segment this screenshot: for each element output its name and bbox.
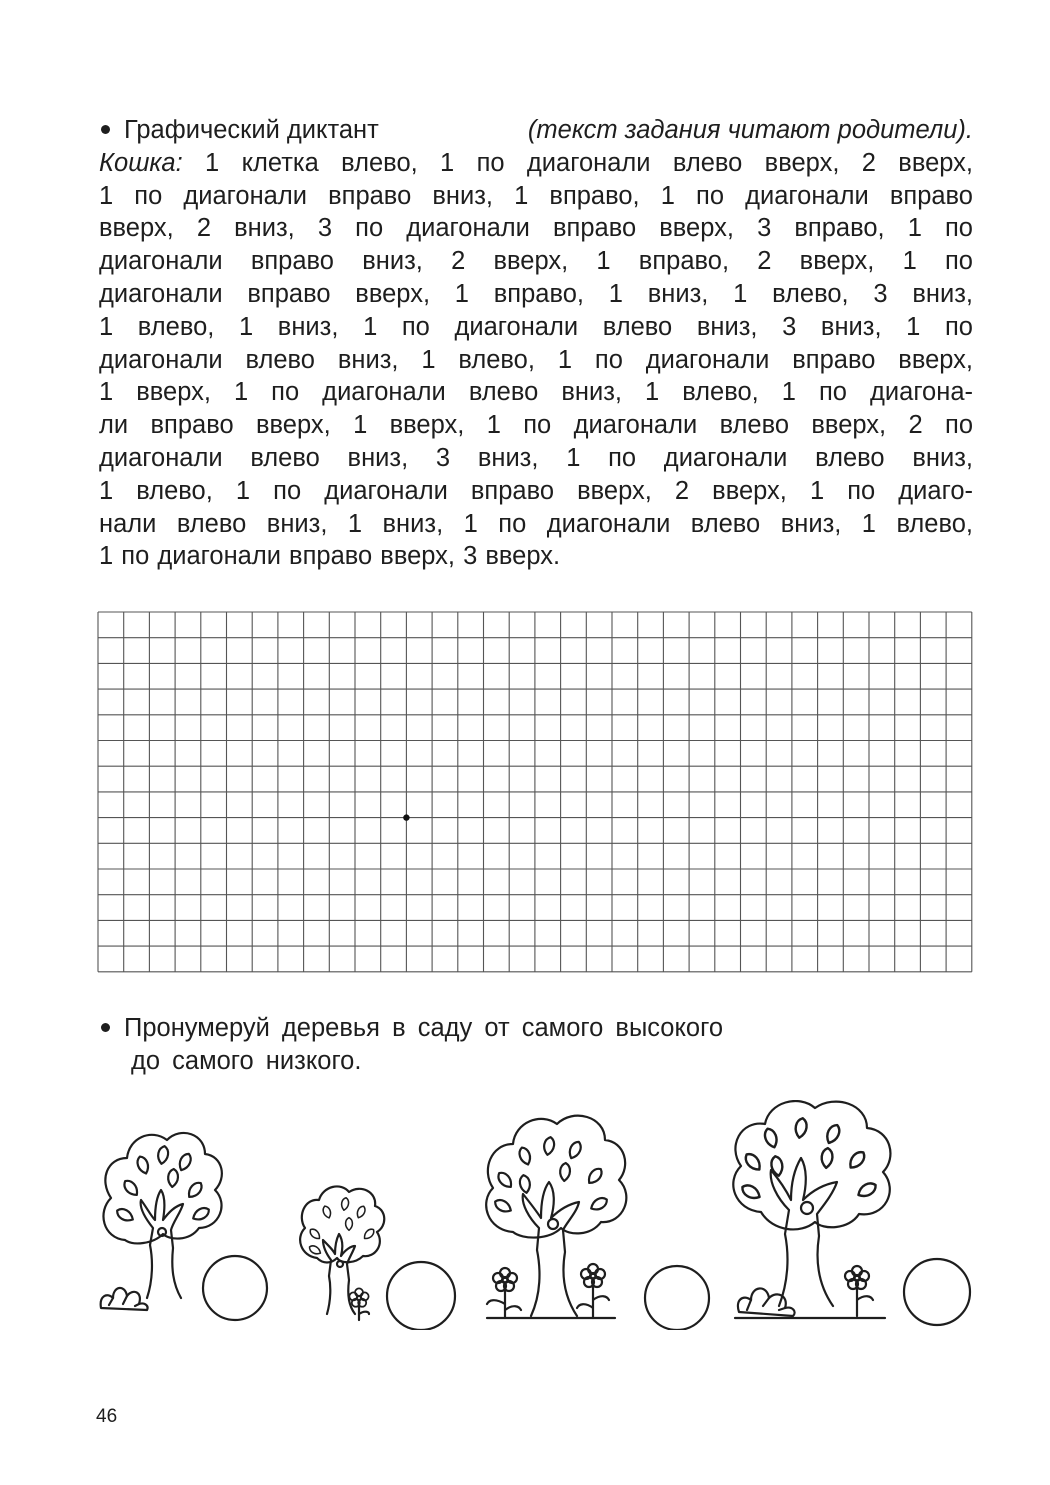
trees-task-line	[99, 1012, 723, 1045]
dictation-intro: Графический диктант	[124, 115, 379, 144]
tree-4-answer-circle[interactable]	[904, 1259, 970, 1325]
drawing-grid[interactable]	[97, 611, 973, 978]
dictation-line: диагонали влево вниз, 3 вниз, 1 по диагонали влево вниз,	[99, 443, 973, 472]
bullet-icon	[101, 1023, 110, 1032]
dictation-line: диагонали вправо вверх, 1 вправо, 1 вниз, 1 влево, 3 вниз,	[99, 279, 973, 308]
dictation-line: ли вправо вверх, 1 вверх, 1 по диагонали влево вверх, 2 по	[99, 411, 973, 440]
grid-canvas[interactable]	[97, 611, 973, 973]
trees-task-line: до самого низкого.	[131, 1047, 362, 1075]
dictation-line	[99, 147, 973, 180]
dictation-line: 1 по диагонали вправо вверх, 3 вверх.	[99, 542, 561, 571]
tree-4-icon	[733, 1101, 890, 1318]
tree-3-answer-circle[interactable]	[645, 1266, 709, 1330]
dictation-line-text: 1 клетка влево, 1 по диагонали влево вверх, 2 вверх,	[205, 148, 973, 177]
dictation-line: 1 по диагонали вправо вниз, 1 вправо, 1 по диагонали вправо	[99, 181, 973, 210]
trees-illustration	[95, 1100, 985, 1335]
tree-2-answer-circle[interactable]	[387, 1262, 455, 1330]
bullet-icon	[101, 125, 110, 134]
page-number: 46	[96, 1406, 118, 1427]
dictation-line: вверх, 2 вниз, 3 по диагонали вправо вверх, 3 вправо, 1 по	[99, 214, 973, 243]
dictation-heading	[99, 114, 973, 147]
dictation-line: 1 влево, 1 по диагонали вправо вверх, 2 вверх, 1 по диаго-	[99, 476, 973, 505]
tree-3-icon	[486, 1116, 626, 1318]
trees-task	[99, 1012, 723, 1078]
dictation-line: 1 вверх, 1 по диагонали влево вниз, 1 влево, 1 по диагона-	[99, 378, 973, 407]
dictation-note: (текст задания читают родители).	[527, 115, 973, 144]
tree-1-answer-circle[interactable]	[203, 1256, 267, 1320]
dictation-line: 1 влево, 1 вниз, 1 по диагонали влево вниз, 3 вниз, 1 по	[99, 312, 973, 341]
dictation-line: диагонали вправо вниз, 2 вверх, 1 вправо, 2 вверх, 1 по	[99, 247, 973, 276]
dictation-title: Кошка:	[99, 148, 183, 177]
tree-2-icon	[300, 1186, 384, 1320]
start-dot	[403, 814, 409, 820]
trees-task-text: Пронумеруй деревья в саду от самого высокого	[124, 1014, 724, 1042]
dictation-line: диагонали влево вниз, 1 влево, 1 по диагонали вправо вверх,	[99, 345, 973, 374]
dictation-task	[99, 114, 973, 573]
dictation-line: нали влево вниз, 1 вниз, 1 по диагонали влево вниз, 1 влево,	[99, 509, 973, 538]
